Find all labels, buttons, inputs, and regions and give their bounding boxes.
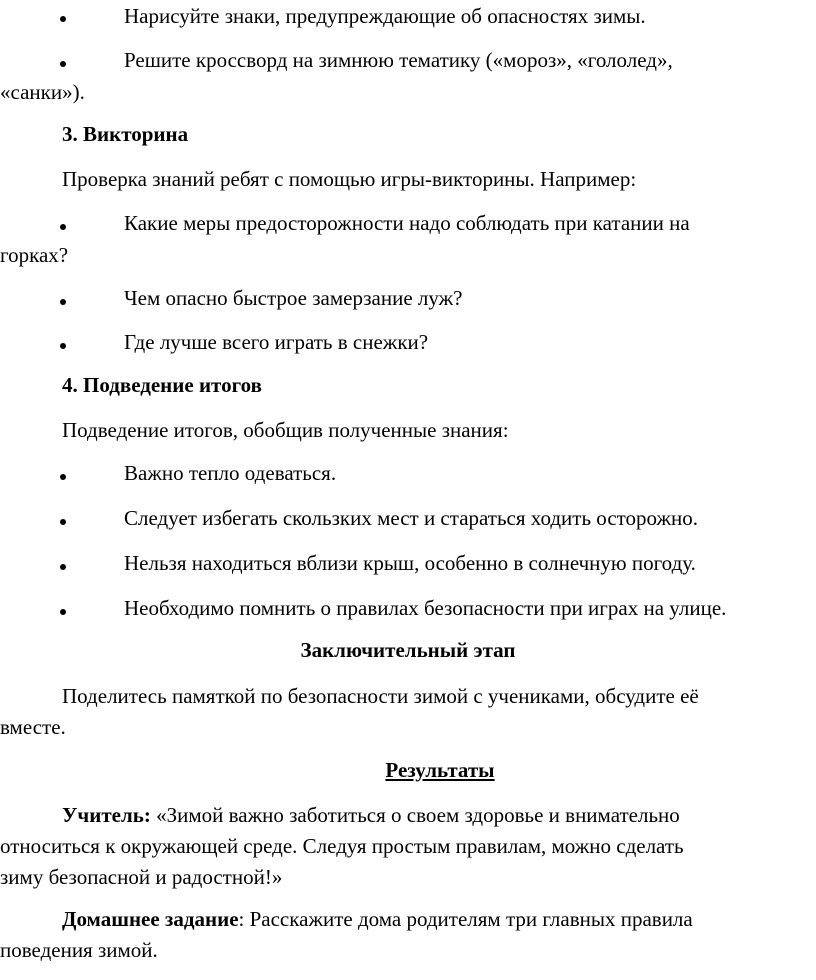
- quiz-question-2: Чем опасно быстрое замерзание луж?: [124, 286, 463, 310]
- bullet-icon: [60, 519, 66, 525]
- summary-item-3: Нельзя находиться вблизи крыш, особенно в солнечную погоду.: [124, 551, 696, 575]
- quiz-intro: Проверка знаний ребят с помощью игры-викторины. Например:: [62, 167, 637, 191]
- bullet-icon: [60, 61, 66, 67]
- bullet-icon: [60, 474, 66, 480]
- quiz-question-1-line2: горках?: [0, 243, 69, 267]
- bullet-icon: [60, 16, 66, 22]
- bullet-icon: [60, 343, 66, 349]
- homework-label: Домашнее задание: [62, 907, 239, 931]
- quiz-question-1-line1: Какие меры предосторожности надо соблюдать при катании на: [124, 211, 690, 235]
- final-stage-heading: Заключительный этап: [300, 638, 516, 662]
- homework-line1: [62, 906, 693, 932]
- results-heading: Результаты: [385, 758, 495, 782]
- homework-text: : Расскажите дома родителям три главных правила: [238, 907, 693, 931]
- final-stage-line1: Поделитесь памяткой по безопасности зимой с учениками, обсудите её: [62, 684, 699, 708]
- bullet-icon: [60, 224, 66, 230]
- teacher-label: Учитель:: [62, 803, 151, 827]
- quiz-heading: 3. Викторина: [62, 122, 189, 146]
- teacher-quote-line2: относиться к окружающей среде. Следуя простым правилам, можно сделать: [0, 834, 684, 858]
- bullet-icon: [60, 564, 66, 570]
- teacher-quote-text: «Зимой важно заботиться о своем здоровье и внимательно: [150, 803, 680, 827]
- summary-item-4: Необходимо помнить о правилах безопасности при играх на улице.: [124, 596, 727, 620]
- summary-intro: Подведение итогов, обобщив полученные знания:: [62, 418, 509, 442]
- bullet-icon: [60, 299, 66, 305]
- quiz-question-3: Где лучше всего играть в снежки?: [124, 330, 429, 354]
- summary-heading: 4. Подведение итогов: [62, 373, 262, 397]
- homework-line2: поведения зимой.: [0, 938, 158, 962]
- summary-item-1: Важно тепло одеваться.: [124, 461, 337, 485]
- bullet-crossword-line1: Решите кроссворд на зимнюю тематику («мороз», «гололед»,: [124, 48, 673, 72]
- teacher-quote-line1: [62, 802, 680, 828]
- summary-item-2: Следует избегать скользких мест и стараться ходить осторожно.: [124, 506, 699, 530]
- final-stage-line2: вместе.: [0, 715, 66, 739]
- bullet-crossword-line2: «санки»).: [0, 80, 85, 104]
- bullet-icon: [60, 609, 66, 615]
- bullet-draw-signs: Нарисуйте знаки, предупреждающие об опасностях зимы.: [124, 4, 646, 28]
- teacher-quote-line3: зиму безопасной и радостной!»: [0, 865, 283, 889]
